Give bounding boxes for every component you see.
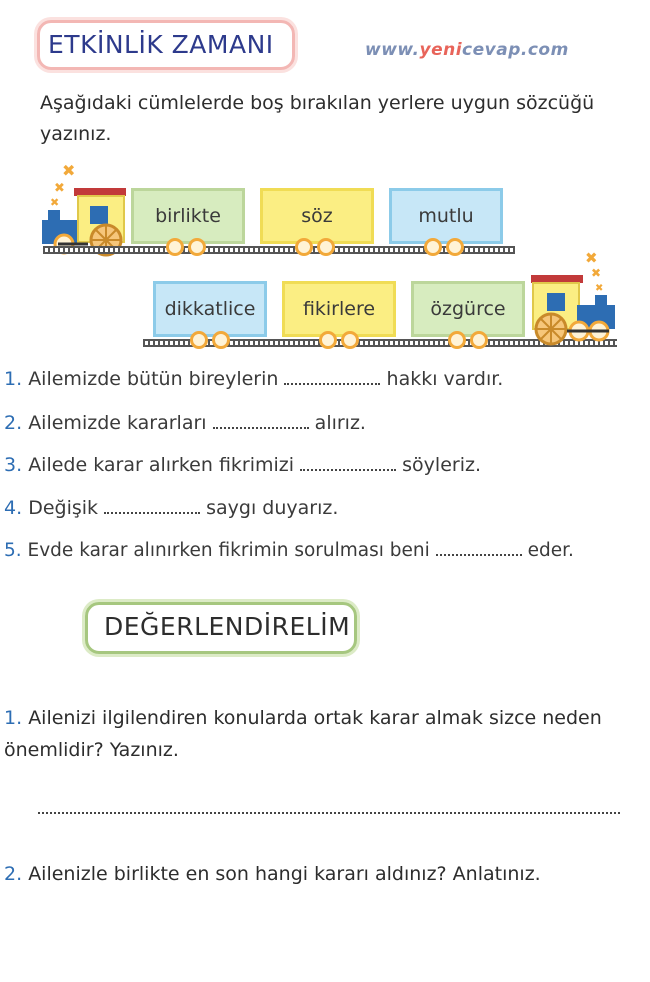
svg-text:✖: ✖ bbox=[62, 161, 76, 180]
train-car bbox=[282, 281, 396, 337]
locomotive-right-icon bbox=[527, 249, 619, 349]
question-number: 2. bbox=[4, 412, 23, 434]
wheel-icon bbox=[317, 238, 335, 256]
svg-text:✖: ✖ bbox=[54, 181, 65, 196]
question-number: 1. bbox=[4, 707, 23, 729]
answer-blank[interactable] bbox=[300, 455, 396, 471]
wheel-icon bbox=[446, 238, 464, 256]
question-number: 5. bbox=[4, 540, 22, 561]
question-text: söyleriz. bbox=[402, 454, 481, 476]
question-number: 4. bbox=[4, 497, 23, 519]
wheel-icon bbox=[190, 331, 208, 349]
answer-blank[interactable] bbox=[284, 369, 380, 385]
instruction-text: Aşağıdaki cümlelerde boş bırakılan yerlere uygun sözcüğü yazınız. bbox=[40, 92, 595, 145]
site-url bbox=[365, 40, 569, 60]
question-text: Değişik bbox=[28, 497, 99, 519]
wheel-icon bbox=[212, 331, 230, 349]
wheel-icon bbox=[448, 331, 466, 349]
evaluation-question-1 bbox=[4, 702, 638, 766]
question-text: Ailemizde kararları bbox=[28, 412, 207, 434]
train-car bbox=[389, 188, 503, 244]
wheel-icon bbox=[295, 238, 313, 256]
answer-blank[interactable] bbox=[436, 540, 522, 556]
train-car bbox=[411, 281, 525, 337]
answer-blank[interactable] bbox=[104, 498, 200, 514]
wheel-icon bbox=[470, 331, 488, 349]
question-number: 1. bbox=[4, 368, 23, 390]
question-text: hakkı vardır. bbox=[386, 368, 504, 390]
car-word: fikirlere bbox=[302, 298, 376, 320]
question-text: Ailemizde bütün bireylerin bbox=[28, 368, 279, 390]
car-word: mutlu bbox=[418, 205, 474, 227]
answer-blank[interactable] bbox=[213, 413, 309, 429]
question-text: Ailenizi ilgilendiren konularda ortak karar almak sizce neden önemlidir? Yazınız. bbox=[4, 707, 602, 761]
wheel-icon bbox=[166, 238, 184, 256]
evaluation-question-2 bbox=[4, 858, 638, 890]
car-word: birlikte bbox=[155, 205, 221, 227]
wheel-icon bbox=[188, 238, 206, 256]
question-3 bbox=[4, 454, 481, 476]
question-2 bbox=[4, 412, 366, 434]
question-text: alırız. bbox=[314, 412, 366, 434]
svg-text:✖: ✖ bbox=[591, 266, 602, 280]
train-car bbox=[260, 188, 374, 244]
question-number: 3. bbox=[4, 454, 23, 476]
wheel-icon bbox=[341, 331, 359, 349]
car-word: söz bbox=[301, 205, 333, 227]
question-5 bbox=[4, 540, 574, 561]
question-text: Ailenizle birlikte en son hangi kararı aldınız? Anlatınız. bbox=[28, 863, 541, 885]
answer-line[interactable] bbox=[38, 812, 620, 814]
car-word: özgürce bbox=[430, 298, 506, 320]
question-text: saygı duyarız. bbox=[206, 497, 339, 519]
bottom-train bbox=[143, 249, 621, 355]
wheel-icon bbox=[424, 238, 442, 256]
page-title: ETKİNLİK ZAMANI bbox=[48, 30, 274, 59]
svg-text:✖: ✖ bbox=[585, 249, 598, 267]
svg-text:✖: ✖ bbox=[595, 283, 604, 294]
train-car bbox=[153, 281, 267, 337]
train-car bbox=[131, 188, 245, 244]
evaluation-title: DEĞERLENDİRELİM bbox=[104, 612, 351, 641]
site-suffix: cevap.com bbox=[462, 40, 569, 60]
site-highlight: yeni bbox=[419, 40, 463, 60]
locomotive-left-icon bbox=[38, 160, 133, 260]
wheel-icon bbox=[319, 331, 337, 349]
site-prefix: www. bbox=[365, 40, 420, 60]
question-1 bbox=[4, 368, 503, 390]
question-number: 2. bbox=[4, 863, 23, 885]
top-train bbox=[38, 160, 518, 260]
question-text: eder. bbox=[527, 540, 574, 561]
question-4 bbox=[4, 497, 338, 519]
question-text: Evde karar alınırken fikrimin sorulması beni bbox=[27, 540, 430, 561]
car-word: dikkatlice bbox=[164, 298, 256, 320]
rail-track bbox=[43, 246, 515, 254]
svg-text:✖: ✖ bbox=[50, 196, 60, 209]
question-text: Ailede karar alırken fikrimizi bbox=[28, 454, 295, 476]
